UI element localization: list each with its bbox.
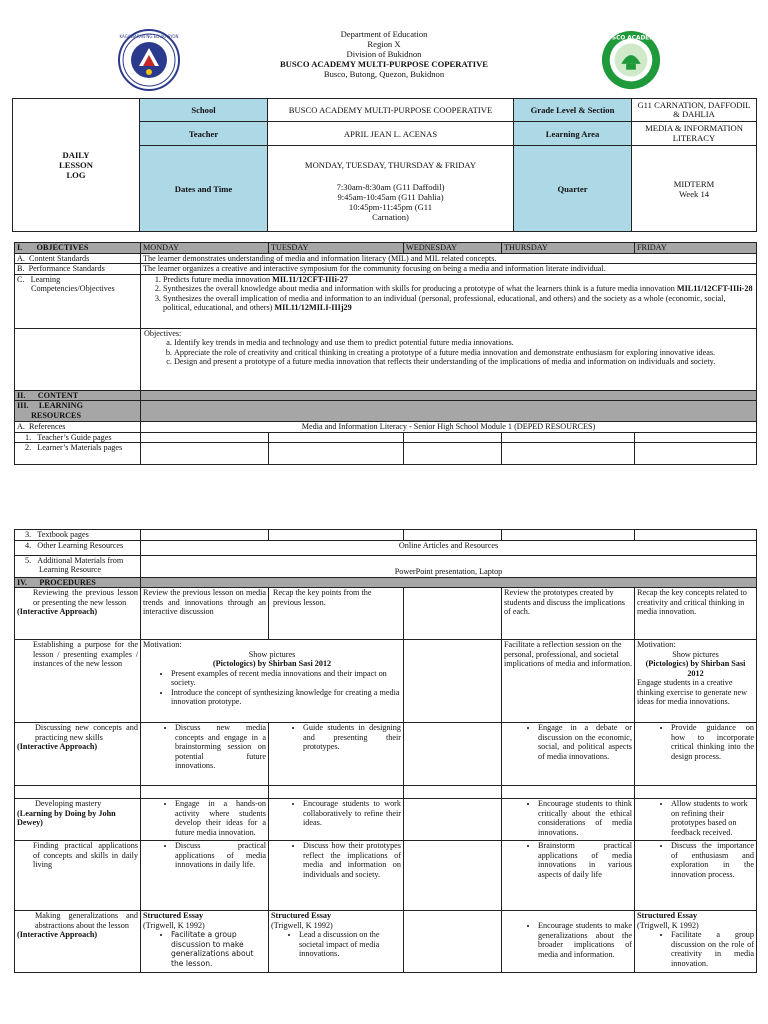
time-3: 10:45pm-11:45pm (G11 Carnation) <box>348 202 433 222</box>
teacher-value: APRIL JEAN L. ACENAS <box>268 122 514 146</box>
additional-materials-value: PowerPoint presentation, Laptop <box>141 555 757 577</box>
generalization-friday: • Facilitate a group discussion on the role of creativity in media innovation. <box>671 930 754 968</box>
dept-line: Department of Education <box>340 29 428 39</box>
division-line: Division of Bukidnon <box>346 49 422 59</box>
svg-text:KAGAWARAN NG EDUKASYON: KAGAWARAN NG EDUKASYON <box>119 34 179 39</box>
grade-value: G11 CARNATION, DAFFODIL & DAHLIA <box>632 99 757 122</box>
discuss-label: Discussing new concepts and practicing new skills (Interactive Approach) <box>15 723 141 786</box>
structured-essay-monday: Structured Essay <box>143 911 204 920</box>
purpose-label: Establishing a purpose for the lesson / presenting examples / instances of the new lesson <box>15 640 141 723</box>
day-thursday: THURSDAY <box>502 243 635 254</box>
school-label: School <box>140 99 268 122</box>
apply-tuesday: • Discuss how their prototypes reflect the implications of media and information on individuals and society. <box>303 841 401 879</box>
trigwell-friday: (Trigwell, K 1992) <box>637 920 699 930</box>
trigwell-tuesday: (Trigwell, K 1992) <box>271 920 333 930</box>
discuss-tuesday: • Guide students in designing and presenting their prototypes. <box>303 723 401 752</box>
structured-essay-tuesday: Structured Essay <box>271 911 332 920</box>
procedures-heading: IV. PROCEDURES <box>15 577 141 588</box>
discuss-thursday: • Engage in a debate or discussion on the economic, social, and political aspects of media innovations. <box>538 723 632 761</box>
motivation-label: Motivation: <box>143 640 182 649</box>
review-thursday: Review the prototypes created by students and discuss the implications of each. <box>502 588 635 640</box>
area-label: Learning Area <box>514 122 632 146</box>
generalization-tuesday: • Lead a discussion on the societal impact of media innovations. <box>299 930 401 959</box>
additional-materials-label: 5. Additional Materials from Learning Resource <box>15 555 141 577</box>
mastery-monday: • Engage in a hands-on activity where students develop their ideas for a future media innovation. <box>175 799 266 837</box>
day-tuesday: TUESDAY <box>269 243 404 254</box>
mastery-thursday: • Encourage students to think critically about the ethical considerations of media innovations. <box>538 799 632 837</box>
objective-c: c. Design and present a prototype of a future media innovation that reflects their understanding of the implications of media and information on individuals and society. <box>174 357 754 367</box>
time-1: 7:30am-8:30am (G11 Daffodil) <box>336 182 445 192</box>
dll-procedures-table <box>14 529 757 973</box>
dll-info-table <box>12 98 757 232</box>
competencies-label: C. Learning Competencies/Objectives <box>15 274 141 328</box>
review-label: Reviewing the previous lesson or presenting the new lesson (Interactive Approach) <box>15 588 141 640</box>
competency-1: 1. Predicts future media innovation MIL11/12CFT-IIIi-27 <box>163 275 754 285</box>
school-line: BUSCO ACADEMY MULTI-PURPOSE COPERATIVE <box>279 59 489 69</box>
day-wednesday: WEDNESDAY <box>404 243 502 254</box>
content-standards-value: The learner demonstrates understanding of media and information literacy (MIL) and MIL related concepts. <box>141 253 757 264</box>
pictologics-friday-1: (Pictologics) by Shirban Sasi <box>645 659 746 668</box>
pictologics-friday-2: 2012 <box>687 668 704 678</box>
day-monday: MONDAY <box>141 243 269 254</box>
review-monday: Review the previous lesson on media trends and innovations through an interactive discussion <box>141 588 269 640</box>
content-heading: II. CONTENT <box>15 390 141 401</box>
purpose-friday: Engage students in a creative thinking exercise to generate new ideas for media innovations. <box>637 678 748 706</box>
generalization-thursday: • Encourage students to make generalizations about the broader implications of media and information. <box>538 921 632 959</box>
structured-essay-friday: Structured Essay <box>637 911 698 920</box>
region-line: Region X <box>367 39 401 49</box>
apply-label: Finding practical applications of concepts and skills in daily living <box>15 841 141 911</box>
teacher-label: Teacher <box>140 122 268 146</box>
quarter-value: MIDTERM <box>673 178 715 189</box>
apply-friday: • Discuss the importance of enthusiasm and exploration in the innovation process. <box>671 841 754 879</box>
day-friday: FRIDAY <box>635 243 757 254</box>
quarter-label: Quarter <box>514 146 632 232</box>
motivation-friday: Motivation: <box>637 640 676 649</box>
review-tuesday: Recap the key points from the previous lesson. <box>269 588 404 640</box>
discuss-friday: • Provide guidance on how to incorporate critical thinking into the design process. <box>671 723 754 761</box>
generalization-label: Making generalizations and abstractions about the lesson (Interactive Approach) <box>15 911 141 973</box>
pictologics: (Pictologics) by Shirban Sasi 2012 <box>212 659 332 668</box>
dates-label: Dates and Time <box>140 146 268 232</box>
trigwell-monday: (Trigwell, K 1992) <box>143 920 205 930</box>
learners-materials-label: 2. Learner’s Materials pages <box>15 443 141 465</box>
apply-thursday: • Brainstorm practical applications of media innovations in various aspects of daily life <box>538 841 632 879</box>
address-line: Busco, Butong, Quezon, Bukidnon <box>323 69 445 79</box>
svg-text:BUSCO ACADEMY: BUSCO ACADEMY <box>602 35 660 42</box>
area-value: MEDIA & INFORMATION LITERACY <box>632 122 757 146</box>
school-value: BUSCO ACADEMY MULTI-PURPOSE COOPERATIVE <box>268 99 514 122</box>
busco-academy-logo-icon <box>600 29 662 96</box>
competency-2: 2. Synthesizes the overall knowledge about media and information with skills for producing a prototype of what the learners think is a future media innovation MIL11/12CFT-IIIi-28 <box>163 284 754 294</box>
content-standards-label: A. Content Standards <box>15 253 141 264</box>
grade-label: Grade Level & Section <box>514 99 632 122</box>
objective-b: b. Appreciate the role of creativity and critical thinking in creating a prototype of a future media innovation and demonstrate enthusiasm for exploring innovative ideas. <box>174 348 754 358</box>
learning-resources-heading: III. LEARNING RESOURCES <box>15 401 141 422</box>
other-resources-label: 4. Other Learning Resources <box>15 540 141 555</box>
mastery-tuesday: • Encourage students to work collaboratively to refine their ideas. <box>303 799 401 828</box>
objectives-heading: I. OBJECTIVES <box>15 243 141 254</box>
mastery-label: Developing mastery (Learning by Doing by John Dewey) <box>15 799 141 841</box>
apply-monday: • Discuss practical applications of media innovations in daily life. <box>175 841 266 870</box>
time-2: 9:45am-10:45am (G11 Dahlia) <box>337 192 444 202</box>
references-label: A. References <box>15 422 141 433</box>
week-value: Week 14 <box>678 188 710 199</box>
generalization-monday: • Facilitate a group discussion to make generalizations about the lesson. <box>171 930 266 968</box>
other-resources-value: Online Articles and Resources <box>141 540 757 555</box>
show-pictures: Show pictures <box>248 649 296 659</box>
purpose-thursday: Facilitate a reflection session on the personal, professional, and societal implications of media and information. <box>502 640 635 723</box>
dll-objectives-table <box>14 242 757 465</box>
days-value: MONDAY, TUESDAY, THURSDAY & FRIDAY <box>304 160 477 170</box>
discuss-monday: • Discuss new media concepts and engage in a brainstorming session on potential future innovations. <box>175 723 266 771</box>
performance-standards-value: The learner organizes a creative and interactive symposium for the community focusing on being a media and information literate individual. <box>141 264 757 275</box>
purpose-monday-1: • Present examples of recent media innovations and their impact on society. <box>171 669 401 688</box>
references-value: Media and Information Literacy - Senior High School Module 1 (DEPED RESOURCES) <box>141 422 757 433</box>
show-pictures-friday: Show pictures <box>672 649 719 659</box>
competency-3: 3. Synthesizes the overall implication of media and information to an individual (personal, professional, educational, and others) and the society as a whole (economic, social, political, educational, and others) MIL11/12MILI-IIIj29 <box>163 294 754 313</box>
textbook-label: 3. Textbook pages <box>15 530 141 541</box>
teachers-guide-label: 1. Teacher’s Guide pages <box>15 432 141 443</box>
purpose-monday-2: • Introduce the concept of synthesizing knowledge for creating a media innovation prototype. <box>171 688 401 707</box>
performance-standards-label: B. Performance Standards <box>15 264 141 275</box>
review-friday: Recap the key concepts related to creativity and critical thinking in media innovation. <box>635 588 757 640</box>
mastery-friday: • Allow students to work on refining their prototypes based on feedback received. <box>671 799 754 837</box>
deped-seal-icon <box>117 28 181 97</box>
objective-a: a. Identify key trends in media and technology and use them to predict potential future media innovations. <box>174 338 754 348</box>
objectives-label: Objectives: <box>144 328 182 338</box>
dll-title: DAILY LESSON LOG <box>13 99 140 232</box>
